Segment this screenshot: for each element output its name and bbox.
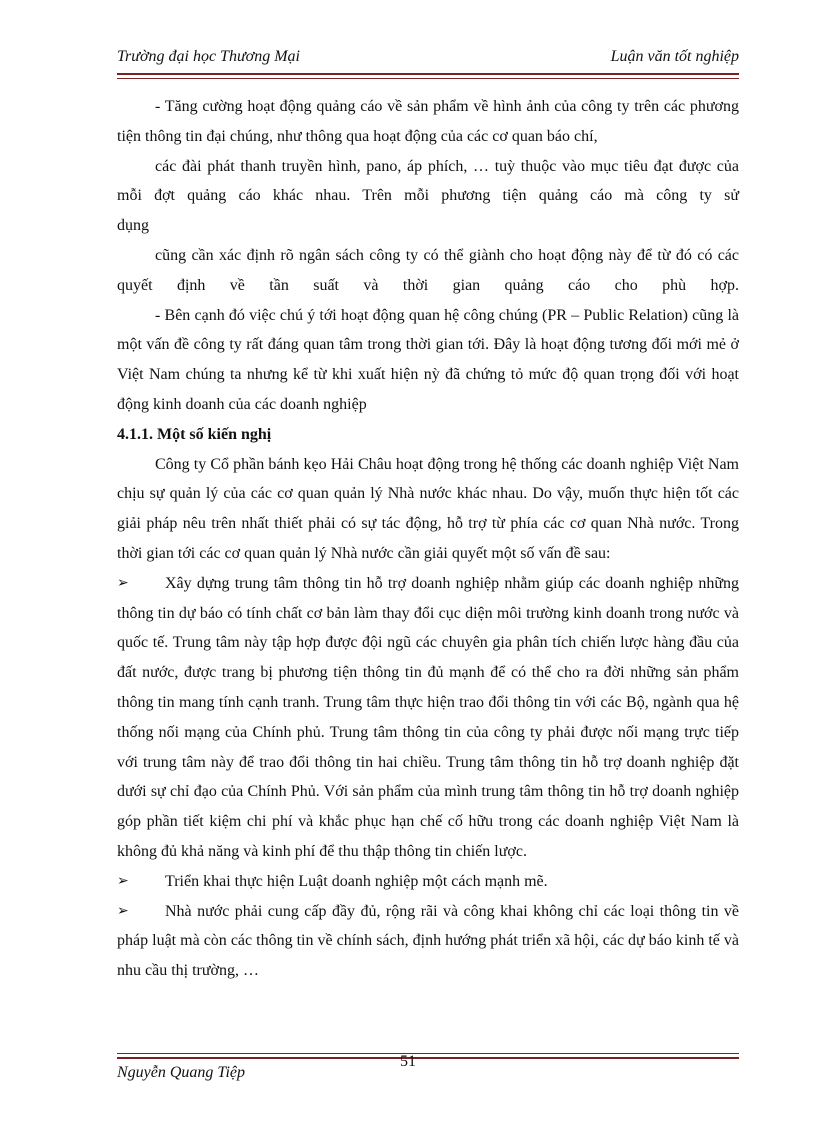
header-university: Trường đại học Thương Mại [117, 48, 300, 65]
paragraph-media [117, 152, 739, 212]
bullet-item-enterprise-law [117, 867, 739, 897]
page-body [117, 92, 739, 986]
paragraph-public-relations: - Bên cạnh đó việc chú ý tới hoạt động quan hệ công chúng (PR – Public Relation) cũng là một vấn đề công ty rất đáng quan tâm trong thời gian tới. Đây là hoạt động tương đối mới mẻ ở Việt Nam chúng ta nhưng kể từ khi xuất hiện nỳ đã chứng tỏ mức độ quan trọng đối với hoạt động kinh doanh của các doanh nghiệp [117, 306, 739, 413]
section-heading: 4.1.1. Một số kiến nghị [117, 425, 272, 443]
arrow-bullet-icon: ➢ [117, 903, 129, 919]
footer-author: Nguyễn Quang Tiệp [117, 1064, 245, 1081]
page-header [117, 48, 739, 70]
paragraph-media-tail: dụng [117, 217, 149, 235]
bullet-item-public-information [117, 897, 739, 986]
bullet-text: Nhà nước phải cung cấp đầy đủ, rộng rãi và công khai không chỉ các loại thông tin về pháp luật mà còn các thông tin về chính sách, định hướng phát triển xã hội, các dự báo kinh tế và nhu cầu thị trường, … [117, 902, 739, 980]
arrow-bullet-icon: ➢ [117, 873, 129, 889]
header-thesis-label: Luận văn tốt nghiệp [610, 48, 739, 65]
paragraph-budget: cũng cần xác định rõ ngân sách công ty có thể giành cho hoạt động này để từ đó có các quyết định về tần suất và thời gian quảng cáo cho phù hợp. [117, 246, 739, 294]
paragraph-media-text: các đài phát thanh truyền hình, pano, áp phích, … tuỳ thuộc vào mục tiêu đạt được của mỗi đợt quảng cáo khác nhau. Trên mỗi phương tiện quảng cáo mà công ty sử [117, 157, 739, 205]
bullet-text: Triển khai thực hiện Luật doanh nghiệp một cách mạnh mẽ. [165, 872, 548, 890]
arrow-bullet-icon: ➢ [117, 575, 129, 591]
paragraph-advertising: - Tăng cường hoạt động quảng cáo về sản phẩm về hình ảnh của công ty trên các phương tiện thông tin đại chúng, như thông qua hoạt động của các cơ quan báo chí, [117, 98, 739, 145]
bullet-text: Xây dựng trung tâm thông tin hỗ trợ doanh nghiệp nhằm giúp các doanh nghiệp những thông tin dự báo có tính chất cơ bản làm thay đổi cục diện môi trường kinh doanh trong nước và quốc tế. Trung tâm này tập hợp được đội ngũ các chuyên gia phân tích chiến lược hàng đầu của đất nước, được trang bị phương tiện thông tin đủ mạnh để có thể cho ra đời những sản phẩm thông tin mang tính cạnh tranh. Trung tâm thực hiện trao đổi thông tin với các Bộ, ngành qua hệ thống nối mạng của Chính phủ. Trung tâm thông tin của công ty phải được nối mạng trực tiếp với trung tâm này để trao đổi thông tin hai chiều. Trung tâm thông tin hỗ trợ doanh nghiệp đặt dưới sự chỉ đạo của Chính Phủ. Với sản phẩm của mình trung tâm thông tin hỗ trợ doanh nghiệp góp phần tiết kiệm chi phí và khắc phục hạn chế cố hữu trong các doanh nghiệp Việt Nam là không đủ khả năng và kinh phí để thu thập thông tin chiến lược. [117, 574, 739, 860]
header-rule [117, 73, 739, 79]
bullet-item-info-center [117, 569, 739, 867]
page-number: 51 [400, 1053, 416, 1070]
paragraph-company: Công ty Cổ phần bánh kẹo Hải Châu hoạt động trong hệ thống các doanh nghiệp Việt Nam chịu sự quản lý của các cơ quan quản lý Nhà nước khác nhau. Do vậy, muốn thực hiện tốt các giải pháp nêu trên nhất thiết phải có sự tác động, hỗ trợ từ phía các cơ quan Nhà nước. Trong thời gian tới các cơ quan quản lý Nhà nước cần giải quyết một số vấn đề sau: [117, 455, 739, 562]
